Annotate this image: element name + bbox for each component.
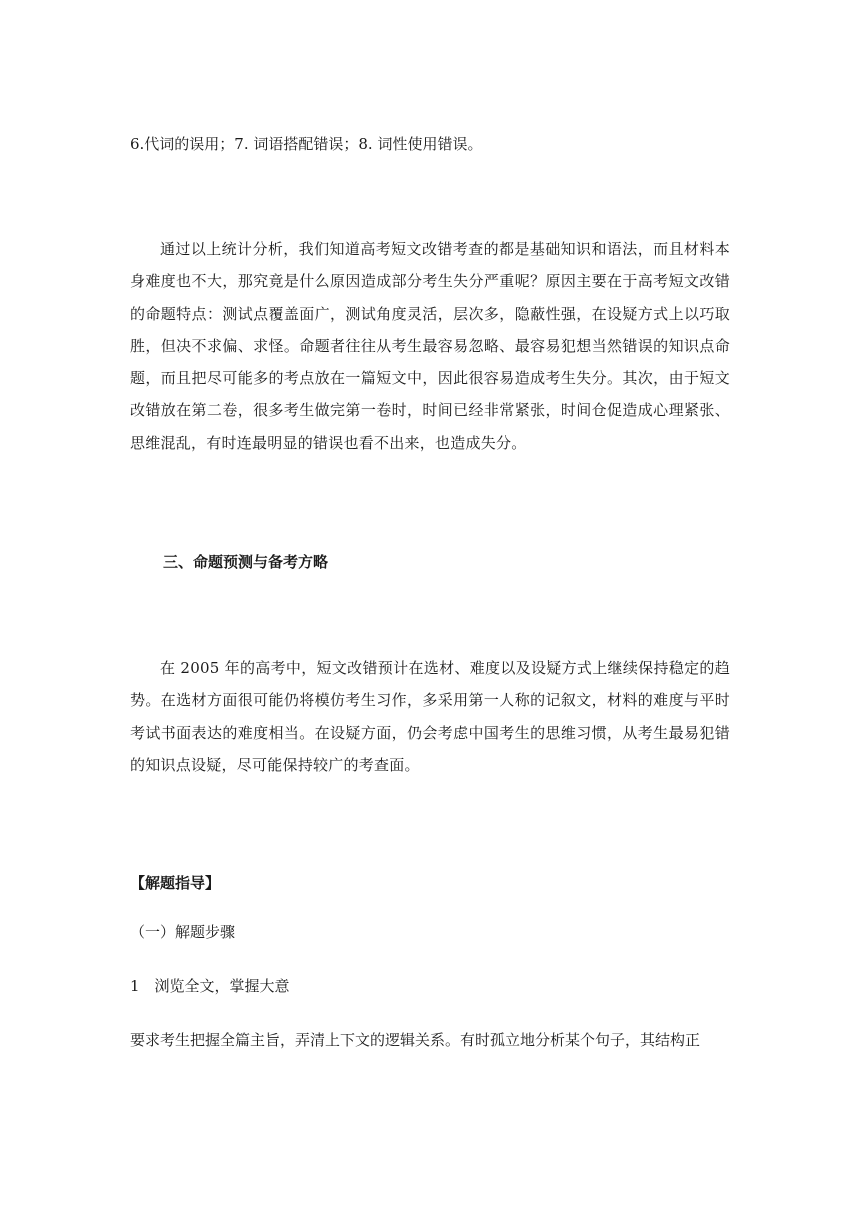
step-1-heading: 1 浏览全文，掌握大意 bbox=[130, 977, 290, 995]
section-heading: 三、命题预测与备考方略 bbox=[163, 553, 329, 571]
prediction-paragraph: 在 2005 年的高考中，短文改错预计在选材、难度以及设疑方式上继续保持稳定的趋势。在选材方面很可能仍将模仿考生习作，多采用第一人称的记叙文，材料的难度与平时考试书面表达的难度相当。在设疑方面，仍会考虑中国考生的思维习惯，从考生最易犯错的知识点设疑，尽可能保持较广的考查面。 bbox=[130, 659, 730, 774]
guide-label: 【解题指导】 bbox=[130, 874, 221, 892]
subsection-label: （一）解题步骤 bbox=[130, 923, 236, 941]
step-1-text: 要求考生把握全篇主旨，弄清上下文的逻辑关系。有时孤立地分析某个句子，其结构正 bbox=[130, 1031, 701, 1049]
analysis-paragraph: 通过以上统计分析，我们知道高考短文改错考查的都是基础知识和语法，而且材料本身难度也不大，那究竟是什么原因造成部分考生失分严重呢？原因主要在于高考短文改错的命题特点：测试点覆盖面广，测试角度灵活，层次多，隐蔽性强，在设疑方式上以巧取胜，但决不求偏、求怪。命题者往往从考生最容易忽略、最容易犯想当然错误的知识点命题，而且把尽可能多的考点放在一篇短文中，因此很容易造成考生失分。其次，由于短文改错放在第二卷，很多考生做完第一卷时，时间已经非常紧张，时间仓促造成心理紧张、思维混乱，有时连最明显的错误也看不出来，也造成失分。 bbox=[130, 240, 730, 452]
error-types-line: 6.代词的误用；7. 词语搭配错误；8. 词性使用错误。 bbox=[130, 135, 483, 153]
